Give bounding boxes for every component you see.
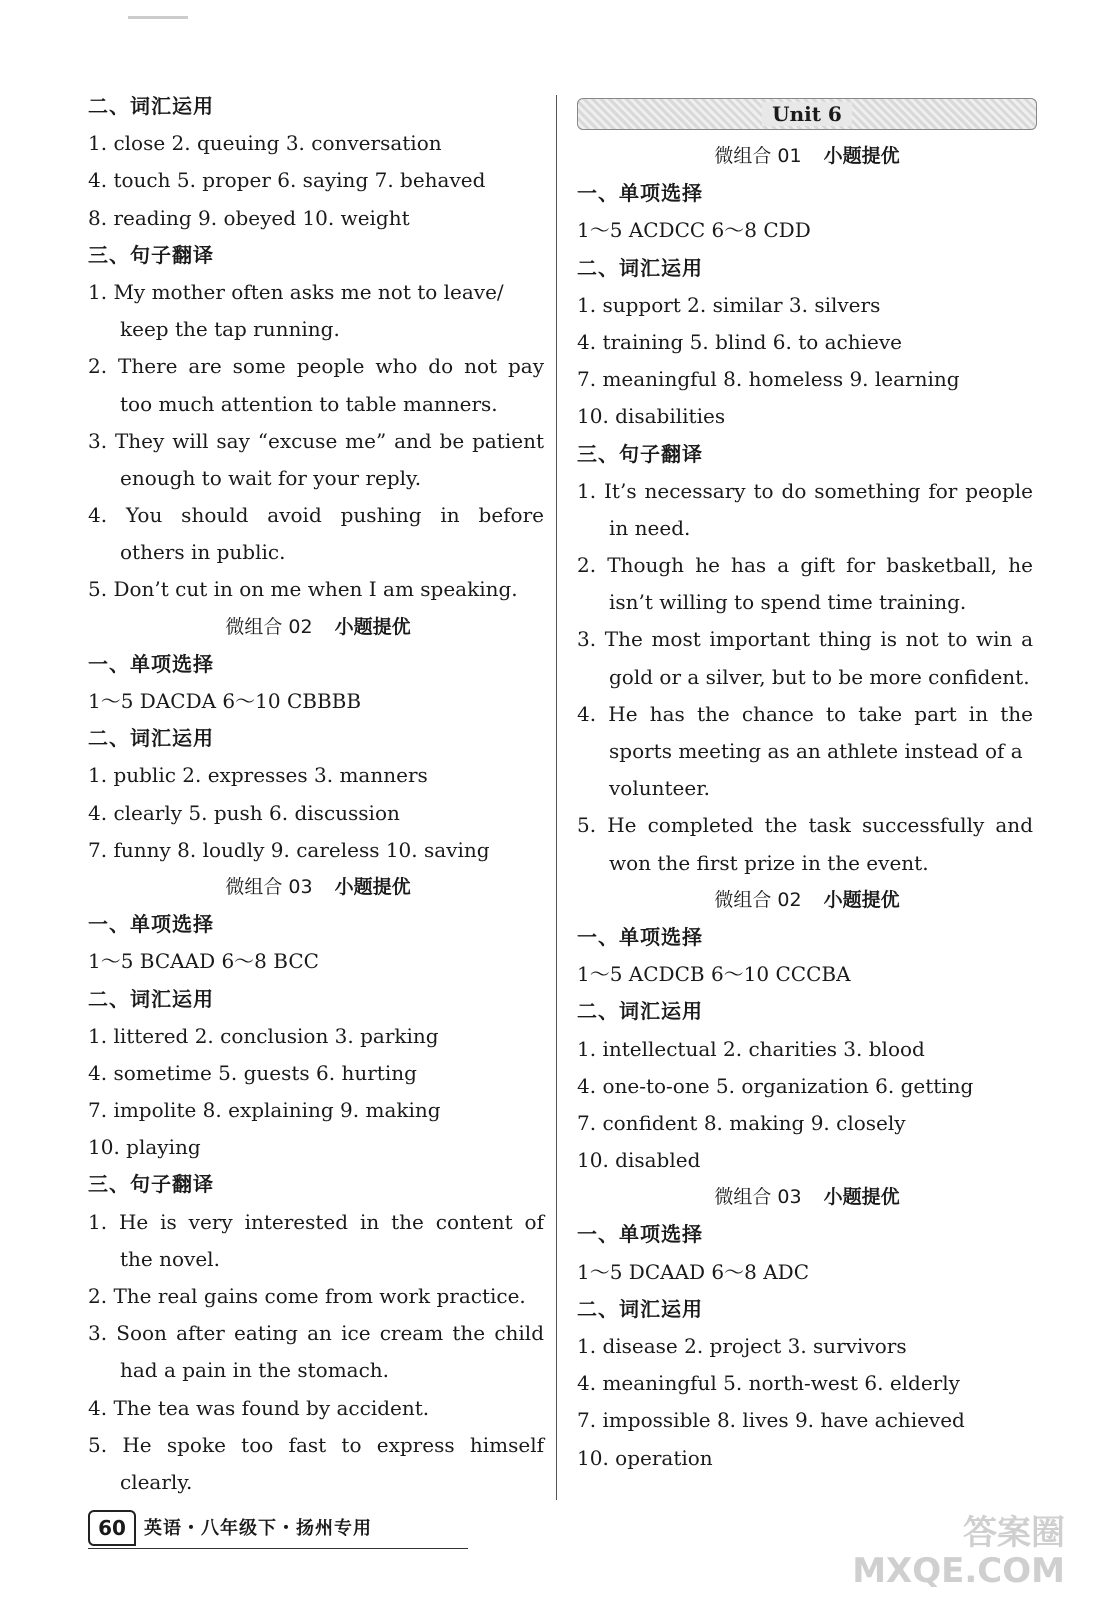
answer-line: 2. The real gains come from work practice. bbox=[88, 1284, 526, 1308]
answer-line: 7. confident 8. making 9. closely bbox=[577, 1110, 906, 1135]
answer-line: 1. close 2. queuing 3. conversation bbox=[88, 131, 442, 156]
subtitle-label: 小题提优 bbox=[823, 888, 900, 911]
answer-line: won the first prize in the event. bbox=[609, 850, 929, 875]
answer-line: had a pain in the stomach. bbox=[120, 1358, 390, 1383]
answer-line: 4. You should avoid pushing in before bbox=[88, 503, 544, 528]
section-heading: 一、单项选择 bbox=[577, 924, 703, 949]
answer-line: 4. meaningful 5. north-west 6. elderly bbox=[577, 1371, 960, 1396]
section-heading: 三、句子翻译 bbox=[88, 242, 214, 267]
watermark-bottom: MXQE.COM bbox=[852, 1551, 1065, 1591]
answer-line: volunteer. bbox=[609, 776, 710, 801]
subtitle-label: 小题提优 bbox=[823, 1186, 900, 1209]
answer-line: 2. Though he has a gift for basketball, he bbox=[577, 553, 1033, 578]
section-subtitle bbox=[88, 609, 548, 646]
answer-line: 1. intellectual 2. charities 3. blood bbox=[577, 1036, 925, 1061]
answer-line: 10. operation bbox=[577, 1445, 713, 1470]
answer-line: enough to wait for your reply. bbox=[120, 465, 422, 490]
section-subtitle bbox=[577, 882, 1037, 919]
answer-line: 3. The most important thing is not to win a bbox=[577, 627, 1033, 652]
answer-line: 3. They will say “excuse me” and be patient bbox=[88, 428, 544, 453]
section-heading: 一、单项选择 bbox=[577, 1222, 703, 1247]
answer-line: 1～5 BCAAD 6～8 BCC bbox=[88, 949, 319, 974]
answer-line: 7. funny 8. loudly 9. careless 10. saving bbox=[88, 837, 490, 862]
answer-line: 1～5 DACDA 6～10 CBBBB bbox=[88, 689, 362, 713]
subtitle-label: 小题提优 bbox=[823, 145, 900, 167]
subtitle-group: 微组合 03 bbox=[225, 875, 313, 898]
answer-line: keep the tap running. bbox=[120, 317, 340, 342]
answer-line: sports meeting as an athlete instead of a bbox=[609, 739, 1023, 763]
section-heading: 一、单项选择 bbox=[88, 651, 214, 676]
answer-line: 10. playing bbox=[88, 1135, 201, 1160]
subtitle-label: 小题提优 bbox=[334, 615, 411, 638]
section-heading: 二、词汇运用 bbox=[577, 999, 703, 1024]
page-number: 60 bbox=[88, 1510, 136, 1546]
answer-line: 1. My mother often asks me not to leave/ bbox=[88, 279, 504, 304]
answer-line: 4. sometime 5. guests 6. hurting bbox=[88, 1060, 417, 1085]
section-heading: 二、词汇运用 bbox=[577, 255, 703, 280]
watermark-logo bbox=[852, 1514, 1065, 1590]
answer-line: 1. disease 2. project 3. survivors bbox=[577, 1334, 907, 1358]
answer-line: 1. support 2. similar 3. silvers bbox=[577, 292, 881, 317]
section-heading: 二、词汇运用 bbox=[88, 726, 214, 751]
unit-title: Unit 6 bbox=[762, 102, 852, 126]
answer-line: the novel. bbox=[120, 1246, 220, 1271]
answer-line: 5. He spoke too fast to express himself bbox=[88, 1432, 544, 1457]
answer-line: 4. clearly 5. push 6. discussion bbox=[88, 800, 400, 825]
answer-line: 4. The tea was found by accident. bbox=[88, 1395, 430, 1420]
section-heading: 一、单项选择 bbox=[88, 912, 214, 937]
answer-line: 4. one-to-one 5. organization 6. getting bbox=[577, 1073, 974, 1098]
subtitle-group: 微组合 01 bbox=[714, 145, 802, 167]
section-subtitle bbox=[577, 1179, 1037, 1216]
answer-line: 4. training 5. blind 6. to achieve bbox=[577, 329, 902, 354]
right-column bbox=[577, 88, 1037, 1477]
subtitle-label: 小题提优 bbox=[334, 875, 411, 898]
page-footer bbox=[88, 1508, 468, 1549]
unit-banner bbox=[577, 98, 1037, 130]
section-heading: 二、词汇运用 bbox=[577, 1296, 703, 1321]
column-divider bbox=[556, 95, 557, 1500]
answer-line: 1～5 ACDCB 6～10 CCCBA bbox=[577, 962, 851, 987]
answer-line: 4. He has the chance to take part in the bbox=[577, 701, 1033, 726]
subtitle-group: 微组合 02 bbox=[714, 888, 802, 911]
answer-line: 1. littered 2. conclusion 3. parking bbox=[88, 1023, 439, 1048]
section-subtitle bbox=[88, 869, 548, 906]
answer-line: 2. There are some people who do not pay bbox=[88, 354, 544, 379]
answer-line: gold or a silver, but to be more confident. bbox=[609, 664, 1030, 689]
book-title: 英语・八年级下・扬州专用 bbox=[144, 1518, 372, 1539]
answer-line: 10. disabled bbox=[577, 1148, 701, 1173]
section-heading: 二、词汇运用 bbox=[88, 986, 214, 1011]
answer-line: 1～5 ACDCC 6～8 CDD bbox=[577, 218, 811, 243]
answer-line: 1. It’s necessary to do something for people bbox=[577, 478, 1033, 503]
answer-line: 4. touch 5. proper 6. saying 7. behaved bbox=[88, 168, 486, 193]
answer-line: 1. He is very interested in the content of bbox=[88, 1209, 544, 1234]
section-heading: 二、词汇运用 bbox=[88, 94, 214, 118]
answer-line: others in public. bbox=[120, 540, 286, 565]
section-heading: 三、句子翻译 bbox=[577, 441, 703, 466]
answer-line: 1～5 DCAAD 6～8 ADC bbox=[577, 1259, 810, 1284]
answer-line: in need. bbox=[609, 515, 691, 540]
section-heading: 一、单项选择 bbox=[577, 181, 703, 206]
left-column bbox=[88, 88, 548, 1501]
answer-line: 5. He completed the task successfully and bbox=[577, 813, 1033, 838]
answer-line: too much attention to table manners. bbox=[120, 391, 498, 416]
answer-line: 5. Don’t cut in on me when I am speaking. bbox=[88, 577, 518, 602]
watermark-top: 答案圈 bbox=[963, 1513, 1065, 1553]
scan-mark bbox=[128, 16, 188, 19]
answer-line: 10. disabilities bbox=[577, 404, 726, 429]
answer-line: 3. Soon after eating an ice cream the child bbox=[88, 1321, 544, 1346]
section-subtitle bbox=[577, 138, 1037, 175]
answer-line: clearly. bbox=[120, 1469, 193, 1494]
answer-line: 1. public 2. expresses 3. manners bbox=[88, 763, 428, 788]
answer-line: 8. reading 9. obeyed 10. weight bbox=[88, 205, 410, 230]
answer-line: 7. meaningful 8. homeless 9. learning bbox=[577, 367, 960, 392]
subtitle-group: 微组合 03 bbox=[714, 1186, 802, 1209]
section-heading: 三、句子翻译 bbox=[88, 1172, 214, 1197]
answer-line: isn’t willing to spend time training. bbox=[609, 590, 967, 615]
answer-line: 7. impossible 8. lives 9. have achieved bbox=[577, 1408, 965, 1433]
answer-line: 7. impolite 8. explaining 9. making bbox=[88, 1098, 441, 1123]
subtitle-group: 微组合 02 bbox=[225, 615, 313, 638]
